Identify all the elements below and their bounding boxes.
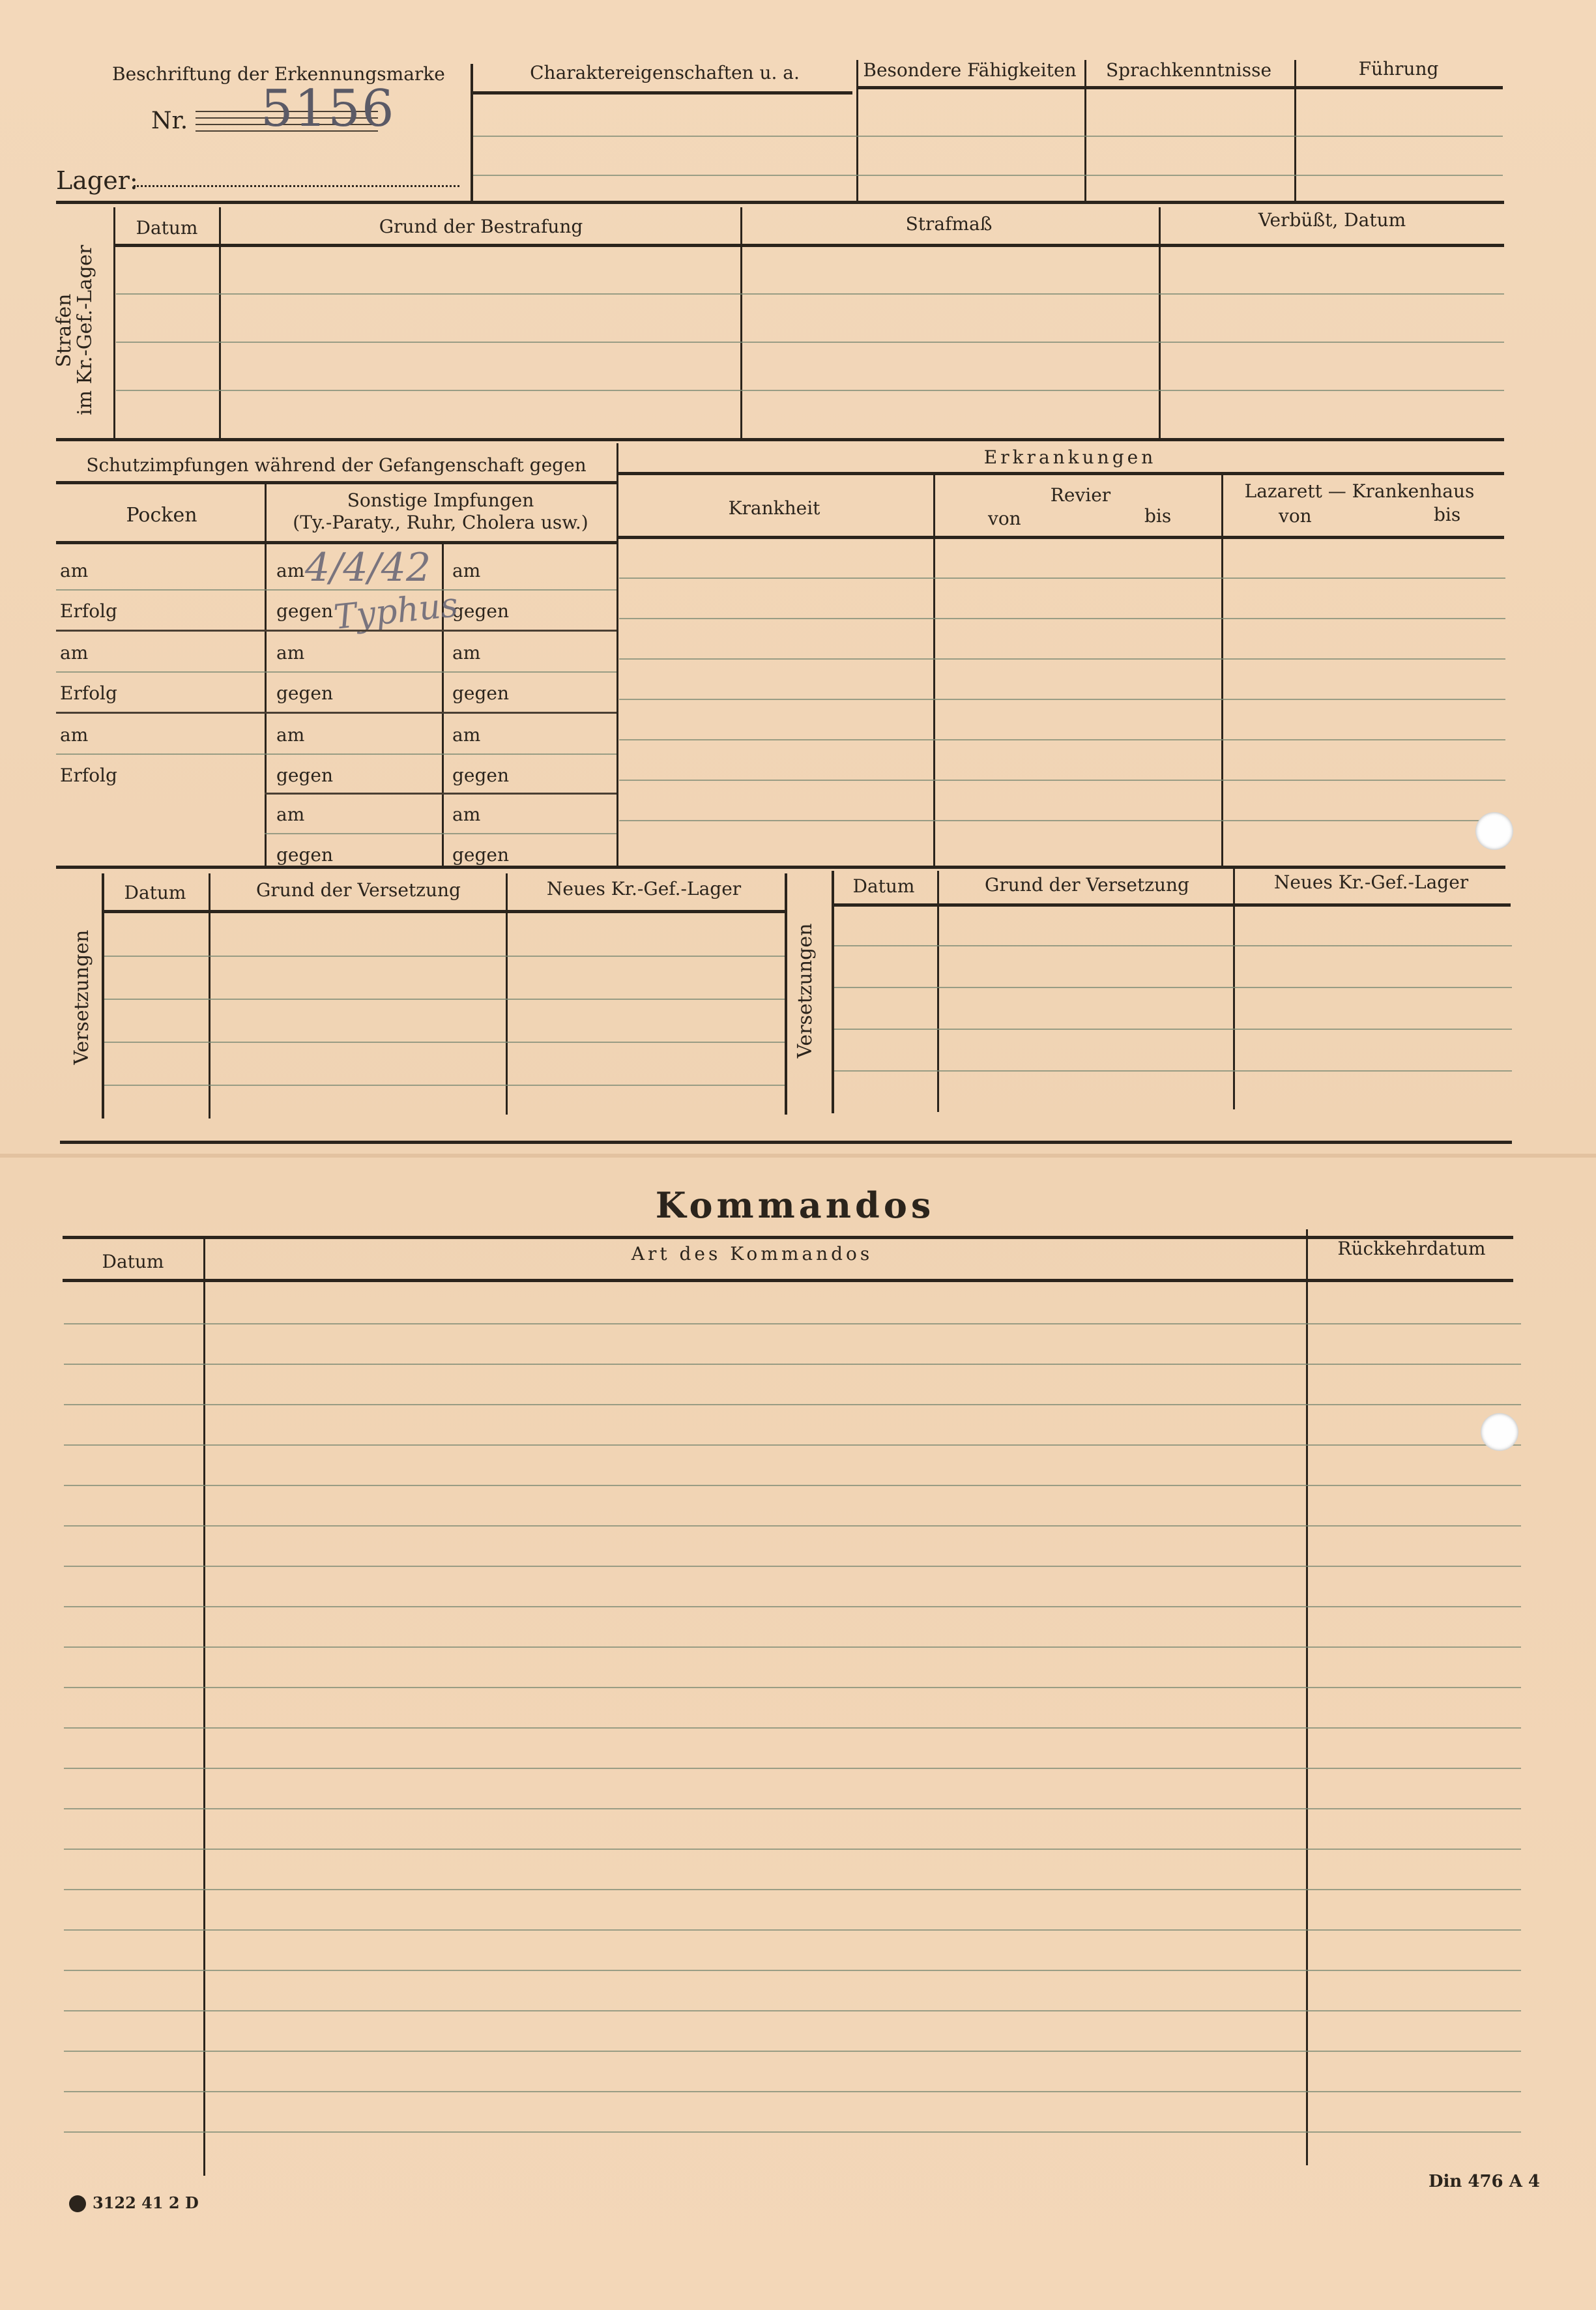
erkrankungen-title: Erkrankungen bbox=[983, 446, 1157, 468]
vers-left-col-datum: Datum bbox=[124, 882, 186, 903]
section-rule-3 bbox=[56, 866, 1505, 869]
lazarett-label: Lazarett — Krankenhaus bbox=[1244, 480, 1475, 502]
section-rule-2 bbox=[56, 438, 1504, 441]
strafen-side-label: Strafen im Kr.-Gef.-Lager bbox=[53, 244, 96, 415]
header-col-rule bbox=[472, 91, 852, 95]
marke-label: Beschriftung der Erkennungsmarke bbox=[112, 63, 445, 85]
sonst-am-1b: am bbox=[452, 560, 481, 581]
kommandos-row-line bbox=[64, 1929, 1521, 1931]
pocken-erfolg-3: Erfolg bbox=[60, 765, 117, 786]
kommandos-col-datum: Datum bbox=[102, 1251, 164, 1272]
lazarett-bis: bis bbox=[1434, 504, 1461, 525]
revier-bis: bis bbox=[1144, 505, 1172, 527]
lager-label: Lager: bbox=[56, 166, 138, 195]
sonst-am-4b: am bbox=[452, 804, 481, 825]
kommandos-row-line bbox=[64, 2131, 1521, 2133]
strafen-col-verbuesst: Verbüßt, Datum bbox=[1258, 209, 1406, 231]
sonst-gegen-3b: gegen bbox=[452, 765, 510, 786]
strafen-header-rule bbox=[115, 244, 1504, 247]
lager-dotted-line bbox=[134, 185, 459, 187]
col-fuehrung: Führung bbox=[1358, 58, 1439, 80]
vers-right-col-datum: Datum bbox=[852, 875, 915, 897]
strafen-col-strafmass: Strafmaß bbox=[905, 213, 993, 235]
vers-right-col-lager: Neues Kr.-Gef.-Lager bbox=[1273, 871, 1469, 893]
kommandos-row-line bbox=[64, 1323, 1521, 1324]
kommandos-row-line bbox=[64, 2091, 1521, 2092]
sonstige-sub: (Ty.-Paraty., Ruhr, Cholera usw.) bbox=[293, 512, 588, 533]
strafen-col-grund: Grund der Bestrafung bbox=[379, 216, 583, 237]
kommandos-row-line bbox=[64, 1404, 1521, 1405]
kommandos-row-line bbox=[64, 1687, 1521, 1688]
kommandos-row-line bbox=[64, 1889, 1521, 1890]
kommandos-row-line bbox=[64, 2051, 1521, 2052]
footer-din: Din 476 A 4 bbox=[1429, 2172, 1541, 2191]
kommandos-row-line bbox=[64, 2010, 1521, 2011]
sonst-am-3b: am bbox=[452, 724, 481, 746]
sonst-gegen-4a: gegen bbox=[276, 844, 334, 866]
kommandos-row-line bbox=[64, 1525, 1521, 1527]
kommandos-row-line bbox=[64, 1970, 1521, 1971]
sonst-gegen-4b: gegen bbox=[452, 844, 510, 866]
handwritten-typhus: Typhus bbox=[332, 585, 460, 637]
header-divider bbox=[471, 64, 473, 203]
kommandos-row-line bbox=[64, 1444, 1521, 1446]
nr-value: 5156 bbox=[261, 80, 396, 138]
pocken-am-1: am bbox=[60, 560, 89, 581]
strafen-col-datum: Datum bbox=[136, 217, 198, 239]
versetzungen-side-right: Versetzungen bbox=[794, 923, 817, 1059]
vers-right-col-grund: Grund der Versetzung bbox=[985, 874, 1189, 896]
kommandos-col-art: Art des Kommandos bbox=[631, 1243, 873, 1265]
col-charakter: Charaktereigenschaften u. a. bbox=[530, 62, 800, 83]
sonst-am-1a: am bbox=[276, 560, 305, 581]
kommandos-col-rueckkehr: Rückkehrdatum bbox=[1337, 1238, 1486, 1259]
lazarett-von: von bbox=[1279, 505, 1312, 527]
vers-left-col-lager: Neues Kr.-Gef.-Lager bbox=[546, 878, 742, 899]
sonst-gegen-2a: gegen bbox=[276, 682, 334, 704]
sonst-gegen-1b: gegen bbox=[452, 600, 510, 622]
section-rule-1 bbox=[56, 201, 1504, 204]
kommandos-row-line bbox=[64, 1364, 1521, 1365]
punch-hole-1 bbox=[1475, 812, 1513, 850]
col-sprachen: Sprachkenntnisse bbox=[1105, 59, 1272, 81]
krankheit-label: Krankheit bbox=[728, 497, 820, 519]
kommandos-row-line bbox=[64, 1768, 1521, 1769]
header-col-rule-2 bbox=[858, 86, 1503, 89]
pocken-erfolg-2: Erfolg bbox=[60, 682, 117, 704]
pocken-am-2: am bbox=[60, 642, 89, 664]
handwritten-date: 4/4/42 bbox=[305, 545, 431, 591]
sonst-am-4a: am bbox=[276, 804, 305, 825]
sonstige-label: Sonstige Impfungen bbox=[347, 490, 534, 511]
section-rule-4 bbox=[60, 1141, 1512, 1144]
sonst-am-2a: am bbox=[276, 642, 305, 664]
kommandos-row-line bbox=[64, 1566, 1521, 1567]
sonst-gegen-2b: gegen bbox=[452, 682, 510, 704]
kommandos-row-line bbox=[64, 1646, 1521, 1648]
fold-line bbox=[0, 1154, 1596, 1158]
revier-von: von bbox=[988, 508, 1021, 529]
sonst-am-3a: am bbox=[276, 724, 305, 746]
impfungen-title: Schutzimpfungen während der Gefangenschaft gegen bbox=[86, 454, 587, 476]
versetzungen-side-left: Versetzungen bbox=[70, 929, 93, 1065]
revier-label: Revier bbox=[1050, 484, 1111, 506]
pocken-label: Pocken bbox=[126, 504, 197, 527]
nr-label: Nr. bbox=[151, 108, 188, 134]
pocken-erfolg-1: Erfolg bbox=[60, 600, 117, 622]
footer-code: 3122 41 2 D bbox=[93, 2193, 199, 2212]
publisher-mark-icon bbox=[69, 2195, 86, 2212]
kommandos-row-line bbox=[64, 1606, 1521, 1607]
col-faehigkeiten: Besondere Fähigkeiten bbox=[863, 59, 1077, 81]
punch-hole-2 bbox=[1481, 1413, 1518, 1451]
pocken-am-3: am bbox=[60, 724, 89, 746]
sonst-gegen-3a: gegen bbox=[276, 765, 334, 786]
kommandos-row-line bbox=[64, 1808, 1521, 1809]
kommandos-row-line bbox=[64, 1727, 1521, 1729]
kommandos-row-line bbox=[64, 1485, 1521, 1486]
sonst-am-2b: am bbox=[452, 642, 481, 664]
kommandos-row-line bbox=[64, 1849, 1521, 1850]
kommandos-title: Kommandos bbox=[655, 1184, 935, 1226]
vers-left-col-grund: Grund der Versetzung bbox=[256, 879, 461, 901]
sonst-gegen-1a: gegen bbox=[276, 600, 334, 622]
